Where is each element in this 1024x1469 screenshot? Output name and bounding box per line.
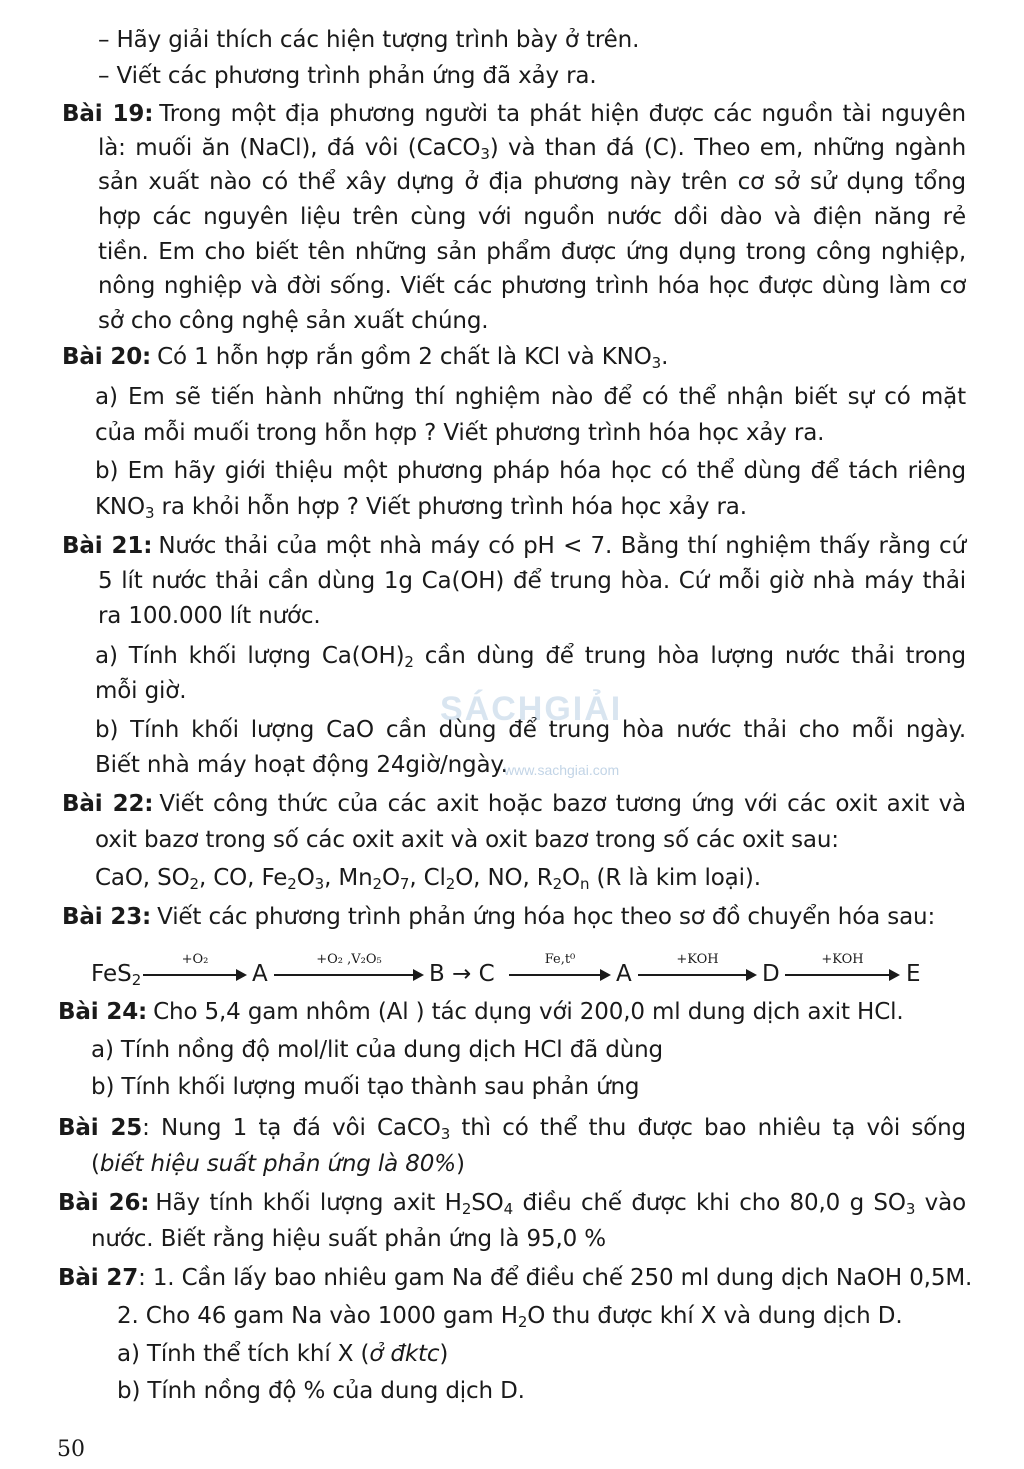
exercise-21-a-line-1: a) Tính khối lượng $Ca(OH)_2$ cần dùng để trung hòa lượng nước thải trong — [95, 643, 966, 671]
scheme-node-d: D — [762, 961, 780, 987]
exercise-21-b-line-2: Biết nhà máy hoạt động 24giờ/ngày. — [95, 752, 508, 778]
exercise-20-b-line-1: b) Em hãy giới thiệu một phương pháp hóa học có thể dùng để tách riêng — [95, 458, 966, 484]
exercise-21-line-1: Bài 21: Nước thải của một nhà máy có pH < 7. Bằng thí nghiệm thấy rằng cứ — [62, 533, 966, 559]
exercise-27-label: Bài 27 — [58, 1265, 139, 1291]
scheme-node-e: E — [906, 961, 921, 987]
scheme-node-b-c: B → C — [429, 961, 495, 987]
exercise-22-line-2: oxit bazơ trong số các oxit axit và oxit bazơ trong số các oxit sau: — [95, 827, 839, 853]
exercise-20-a-line-1: a) Em sẽ tiến hành những thí nghiệm nào để có thể nhận biết sự có mặt — [95, 384, 966, 410]
exercise-19-line-3: sản xuất nào có thể xây dựng ở địa phương này trên cơ sở sử dụng tổng — [98, 169, 966, 195]
exercise-23-line-1: Bài 23: Viết các phương trình phản ứng hóa học theo sơ đồ chuyển hóa sau: — [62, 904, 936, 930]
exercise-21-b-line-1: b) Tính khối lượng CaO cần dùng để trung hòa nước thải cho mỗi ngày. — [95, 717, 966, 743]
exercise-22-line-1: Bài 22: Viết công thức của các axit hoặc bazơ tương ứng với các oxit axit và — [62, 791, 966, 817]
arrow-icon-2: +O₂ ,V₂O₅ — [274, 952, 424, 988]
watermark-url: www.sachgiai.com — [504, 762, 620, 778]
scheme-start-fes2: FeS$_2$ — [91, 961, 142, 989]
exercise-25-line-1: Bài 25: Nung 1 tạ đá vôi CaCO$_3$ thì có thể thu được bao nhiêu tạ vôi sống — [58, 1115, 966, 1143]
exercise-26-label: Bài 26: — [58, 1190, 150, 1216]
arrow-icon-5: +KOH — [785, 952, 900, 988]
page-number: 50 — [57, 1437, 85, 1462]
exercise-19-line-7: sở cho công nghệ sản xuất chúng. — [98, 308, 489, 334]
exercise-26-line-2: nước. Biết rằng hiệu suất phản ứng là 95,0 % — [91, 1226, 606, 1252]
intro-line-2: – Viết các phương trình phản ứng đã xảy ra. — [98, 63, 597, 89]
exercise-25-label: Bài 25 — [58, 1115, 143, 1141]
exercise-19-line-5: tiền. Em cho biết tên những sản phẩm được ứng dụng trong công nghiệp, — [98, 239, 966, 265]
exercise-23-label: Bài 23: — [62, 904, 152, 930]
exercise-24-b: b) Tính khối lượng muối tạo thành sau phản ứng — [91, 1074, 640, 1100]
exercise-19-line-6: nông nghiệp và đời sống. Viết các phương trình hóa học được dùng làm cơ — [98, 273, 966, 299]
arrow-icon-4: +KOH — [638, 952, 757, 988]
exercise-21-a-line-2: mỗi giờ. — [95, 678, 187, 704]
exercise-20-label: Bài 20: — [62, 344, 152, 370]
exercise-21-label: Bài 21: — [62, 533, 153, 559]
exercise-20-a-line-2: của mỗi muối trong hỗn hợp ? Viết phương trình hóa học xảy ra. — [95, 420, 825, 446]
exercise-19-line-1: Bài 19: Trong một địa phương người ta phát hiện được các nguồn tài nguyên — [62, 101, 966, 127]
exercise-24-label: Bài 24: — [58, 999, 148, 1025]
scheme-node-a2: A — [616, 961, 632, 987]
exercise-19-line-2: là: muối ăn (NaCl), đá vôi (CaCO$_3$) và than đá (C). Theo em, những ngành — [98, 135, 966, 163]
exercise-24-a: a) Tính nồng độ mol/lit của dung dịch HCl đã dùng — [91, 1037, 664, 1063]
exercise-25-line-2: (biết hiệu suất phản ứng là 80%) — [91, 1151, 465, 1177]
exercise-19-line-4: hợp các nguyên liệu trên cùng với nguồn nước dồi dào và điện năng rẻ — [98, 204, 966, 230]
conversion-scheme — [91, 952, 931, 992]
exercise-19-label: Bài 19: — [62, 101, 154, 127]
arrow-icon-3: Fe,t⁰ — [509, 952, 611, 988]
exercise-22-label: Bài 22: — [62, 791, 154, 817]
arrow-icon-1: +O₂ — [143, 952, 247, 988]
exercise-22-oxide-list: CaO, $SO_2$, CO, $Fe_2O_3$, $Mn_2O_7$, $Cl_2O$, NO, $R_2O_n$ (R là kim loại). — [95, 865, 761, 893]
exercise-21-line-3: ra 100.000 lít nước. — [98, 603, 321, 629]
intro-line-1: – Hãy giải thích các hiện tượng trình bày ở trên. — [98, 27, 640, 53]
exercise-20-b-line-2: $KNO_3$ ra khỏi hỗn hợp ? Viết phương trình hóa học xảy ra. — [95, 494, 747, 522]
exercise-27-line-1: Bài 27: 1. Cần lấy bao nhiêu gam Na để điều chế 250 ml dung dịch NaOH 0,5M. — [58, 1265, 973, 1291]
watermark-logo: SÁCHGIẢI — [440, 690, 623, 728]
exercise-27-a: a) Tính thể tích khí X (ở đktc) — [117, 1341, 449, 1367]
exercise-20-line-1: Bài 20: Có 1 hỗn hợp rắn gồm 2 chất là KCl và $KNO_3$. — [62, 344, 669, 372]
exercise-27-line-2: 2. Cho 46 gam Na vào 1000 gam $H_2O$ thu được khí X và dung dịch D. — [117, 1303, 903, 1331]
scheme-node-a: A — [252, 961, 268, 987]
exercise-24-line-1: Bài 24: Cho 5,4 gam nhôm (Al ) tác dụng với 200,0 ml dung dịch axit HCl. — [58, 999, 904, 1025]
exercise-26-line-1: Bài 26: Hãy tính khối lượng axit $H_2SO_4$ điều chế được khi cho 80,0 g $SO_3$ vào — [58, 1190, 966, 1218]
exercise-27-b: b) Tính nồng độ % của dung dịch D. — [117, 1378, 525, 1404]
exercise-21-line-2: 5 lít nước thải cần dùng 1g Ca(OH) để trung hòa. Cứ mỗi giờ nhà máy thải — [98, 568, 966, 594]
